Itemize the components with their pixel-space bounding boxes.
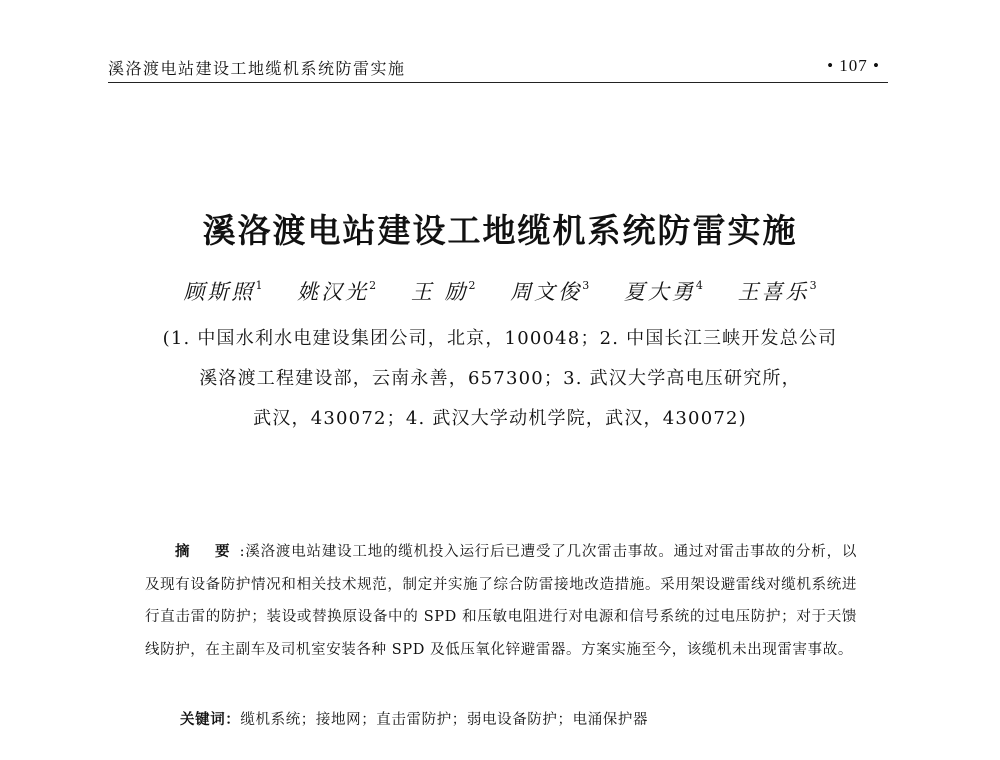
paper-title: 溪洛渡电站建设工地缆机系统防雷实施 [202, 211, 798, 250]
author-list [0, 276, 1000, 306]
abstract-label: 摘 要 [175, 543, 240, 560]
author-1 [183, 276, 262, 306]
abstract-text: 溪洛渡电站建设工地的缆机投入运行后已遭受了几次雷击事故。通过对雷击事故的分析，以及现有设备防护情况和相关技术规范，制定并实施了综合防雷接地改造措施。采用架设避雷线对缆机系统进行直击雷的防护；装设或替换原设备中的 SPD 和压敏电阻进行对电源和信号系统的过电压防护；对于天馈线防护，在主副车及司机室安装各种 SPD 及低压氧化锌避雷器。方案实施至今，该缆机未出现雷害事故。 [145, 544, 857, 658]
author-affiliation-mark: 1 [255, 279, 263, 292]
page-number: • 107 • [827, 56, 880, 75]
author-name: 周文俊 [510, 280, 583, 304]
keywords [180, 708, 648, 729]
author-affiliation-mark: 3 [582, 279, 590, 292]
author-affiliation-mark: 2 [468, 279, 476, 292]
author-name: 王喜乐 [737, 280, 810, 304]
author-3 [411, 276, 476, 306]
abstract: 摘 要:溪洛渡电站建设工地的缆机投入运行后已遭受了几次雷击事故。通过对雷击事故的分析，以及现有设备防护情况和相关技术规范，制定并实施了综合防雷接地改造措施。采用架设避雷线对缆机系统进行直击雷的防护；装设或替换原设备中的 SPD 和压敏电阻进行对电源和信号系统的过电压防护；对于天馈线防护，在主副车及司机室安装各种 SPD 及低压氧化锌避雷器。方案实施至今，该缆机未出现雷害事故。 [145, 543, 857, 658]
keywords-label: 关键词： [180, 711, 241, 728]
affiliation-line-2: 溪洛渡工程建设部，云南永善，657300；3. 武汉大学高电压研究所， [199, 368, 801, 389]
affiliation-line-3: 武汉，430072；4. 武汉大学动机学院，武汉，430072) [253, 408, 747, 429]
author-2 [297, 276, 376, 306]
author-affiliation-mark: 3 [809, 279, 817, 292]
author-name: 王 励 [410, 280, 469, 304]
author-affiliation-mark: 4 [695, 279, 703, 292]
author-name: 姚汉光 [297, 280, 370, 304]
running-title: 溪洛渡电站建设工地缆机系统防雷实施 [108, 59, 406, 78]
keywords-text: 缆机系统；接地网；直击雷防护；弱电设备防护；电涌保护器 [240, 712, 649, 728]
running-header [108, 52, 888, 83]
author-5 [624, 276, 703, 306]
affiliation-line-1: (1. 中国水利水电建设集团公司，北京，100048；2. 中国长江三峡开发总公司 [162, 328, 838, 349]
author-name: 顾斯照 [183, 280, 256, 304]
author-affiliation-mark: 2 [369, 279, 377, 292]
author-4 [510, 276, 589, 306]
author-name: 夏大勇 [623, 280, 696, 304]
author-6 [738, 276, 817, 306]
